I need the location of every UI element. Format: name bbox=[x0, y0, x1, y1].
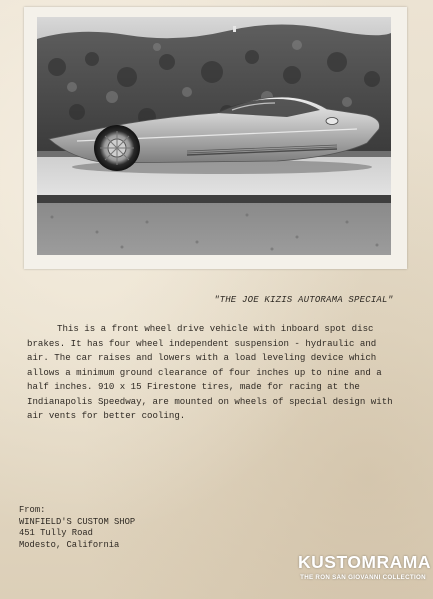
description-line: allows a minimum ground clearance of four inches up to nine and a bbox=[27, 366, 382, 378]
car-photo-graphic bbox=[37, 17, 391, 255]
street-address: 451 Tully Road bbox=[19, 528, 93, 538]
watermark-brand: KUSTOMRAMA bbox=[298, 552, 432, 572]
description-line: air vents for better cooling. bbox=[27, 410, 186, 421]
vehicle-title: "THE JOE KIZIS AUTORAMA SPECIAL" bbox=[214, 295, 394, 305]
description-line: brakes. It has four wheel independent suspension - hydraulic and bbox=[27, 337, 377, 349]
kustomrama-watermark bbox=[298, 552, 432, 581]
watermark-collection: THE RON SAN GIOVANNI COLLECTION bbox=[300, 574, 426, 581]
company-name: WINFIELD'S CUSTOM SHOP bbox=[19, 516, 136, 527]
city-state: Modesto, California bbox=[19, 539, 120, 550]
from-label: From: bbox=[19, 505, 46, 515]
car-photo bbox=[37, 17, 391, 255]
sender-address bbox=[19, 505, 219, 551]
description-line: air. The car raises and lowers with a load leveling device which bbox=[27, 352, 377, 363]
description-line: Indianapolis Speedway, are mounted on wheels of special design with bbox=[27, 395, 393, 407]
description-line: This is a front wheel drive vehicle with inboard spot disc bbox=[57, 323, 374, 334]
description-line: half inches. 910 x 15 Firestone tires, made for racing at the bbox=[27, 381, 360, 392]
vehicle-description bbox=[27, 322, 411, 424]
